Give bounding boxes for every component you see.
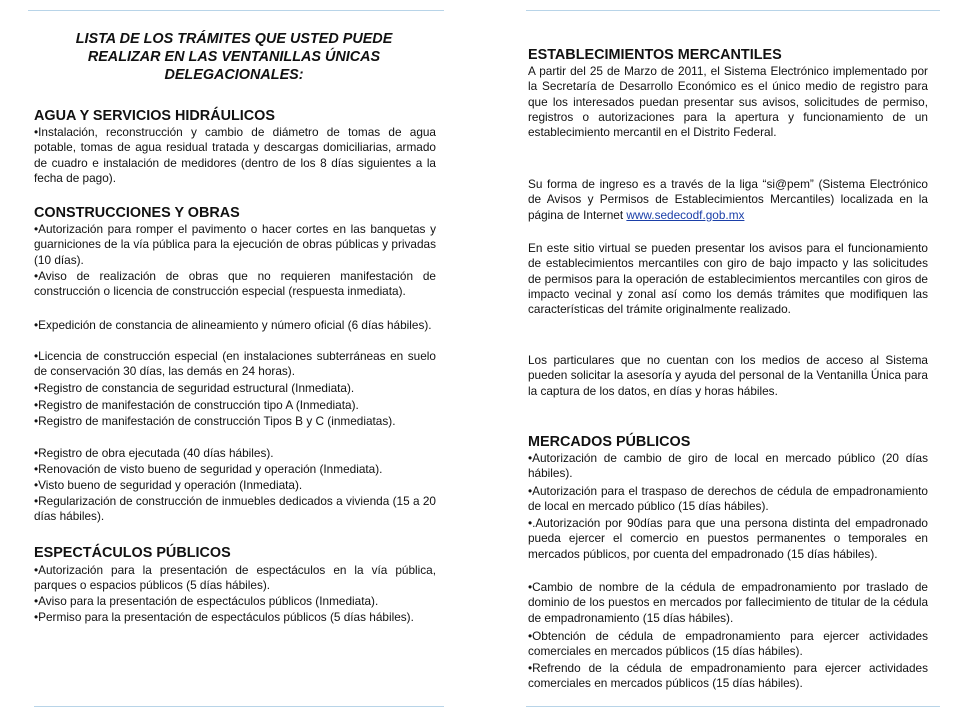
list-item-construcciones-4: •Registro de constancia de seguridad estructural (Inmediata). (34, 381, 355, 395)
list-item-construcciones-2: •Expedición de constancia de alineamiento y número oficial (6 días hábiles). (34, 318, 432, 332)
list-item-construcciones-8: •Renovación de visto bueno de seguridad y operación (Inmediata). (34, 462, 383, 476)
paragraph-establecimientos-2-text: Su forma de ingreso es a través de la liga “si@pem” (Sistema Electrónico de Avisos y Permisos de Establecimientos Mercantiles) localizada en la página de Internet (528, 177, 928, 222)
list-item-construcciones-6: •Registro de manifestación de construcción Tipos B y C (inmediatas). (34, 414, 396, 428)
top-left-divider (28, 10, 444, 11)
paragraph-establecimientos-1: A partir del 25 de Marzo de 2011, el Sistema Electrónico implementado por la Secretaría de Desarrollo Económico es el único medio de registro para que los interesados puedan presentar sus avisos, solicitudes de permiso, registros o autorizaciones para la apertura y funcionamiento de un establecimiento mercantil en el Distrito Federal. (528, 64, 928, 140)
list-item-construcciones-10: •Regularización de construcción de inmuebles dedicados a vivienda (15 a 20 días hábiles). (34, 494, 436, 524)
bottom-left-divider (34, 706, 444, 707)
section-heading-establecimientos: ESTABLECIMIENTOS MERCANTILES (528, 47, 782, 63)
list-item-mercados-4: •Obtención de cédula de empadronamiento para ejercer actividades comerciales en mercados públicos (15 días hábiles). (528, 629, 928, 659)
paragraph-establecimientos-2 (528, 177, 928, 223)
list-item-mercados-0: •Autorización de cambio de giro de local en mercado público (20 días hábiles). (528, 451, 928, 481)
list-item-construcciones-7: •Registro de obra ejecutada (40 días hábiles). (34, 446, 274, 460)
list-item-construcciones-1: •Aviso de realización de obras que no requieren manifestación de construcción o licencia de construcción especial (respuesta inmediata). (34, 269, 436, 299)
paragraph-establecimientos-3: En este sitio virtual se pueden presentar los avisos para el funcionamiento de establecimientos mercantiles con giro de bajo impacto y las solicitudes de permisos para la operación de establecimientos mercantiles con giros de impacto vecinal y zonal así como los demás trámites que modifiquen las características del trámite originalmente realizado. (528, 241, 928, 317)
top-right-divider (526, 10, 940, 11)
list-item-mercados-1: •Autorización para el traspaso de derechos de cédula de empadronamiento de local en mercado público (15 días hábiles). (528, 484, 928, 514)
list-item-construcciones-9: •Visto bueno de seguridad y operación (Inmediata). (34, 478, 303, 492)
bottom-right-divider (526, 706, 940, 707)
section-heading-mercados: MERCADOS PÚBLICOS (528, 434, 691, 450)
list-item-mercados-2: •.Autorización por 90días para que una persona distinta del empadronado pueda ejercer el comercio en puestos permanentes o temporales en mercados públicos, por cuenta del empadronado (15 días hábiles). (528, 516, 928, 561)
section-heading-espectaculos: ESPECTÁCULOS PÚBLICOS (34, 545, 231, 561)
list-item-mercados-3: •Cambio de nombre de la cédula de empadronamiento por traslado de dominio de los puestos en mercados por fallecimiento de titular de la cédula de empadronamiento (15 días hábiles). (528, 580, 928, 625)
list-item-construcciones-3: •Licencia de construcción especial (en instalaciones subterráneas en suelo de conservación 30 días, las demás en 24 horas). (34, 349, 436, 379)
sedecodf-link[interactable]: www.sedecodf.gob.mx (626, 207, 745, 222)
list-item-espectaculos-2: •Permiso para la presentación de espectáculos públicos (5 días hábiles). (34, 610, 414, 624)
list-item-agua-0: •Instalación, reconstrucción y cambio de diámetro de tomas de agua potable, tomas de agua residual tratada y descargas domiciliarias, armado de cuadro e instalación de medidores (dentro de los 8 días siguientes a la fecha de pago). (34, 125, 436, 185)
paragraph-establecimientos-4: Los particulares que no cuentan con los medios de acceso al Sistema pueden solicitar la asesoría y ayuda del personal de la Ventanilla Única para la captura de los datos, en días y horas hábiles. (528, 353, 928, 398)
section-heading-agua: AGUA Y SERVICIOS HIDRÁULICOS (34, 108, 275, 124)
section-heading-construcciones: CONSTRUCCIONES Y OBRAS (34, 205, 240, 221)
list-item-espectaculos-0: •Autorización para la presentación de espectáculos en la vía pública, parques o espacios públicos (5 días hábiles). (34, 563, 436, 593)
list-item-construcciones-0: •Autorización para romper el pavimento o hacer cortes en las banquetas y guarniciones de la vía pública para la ejecución de obras públicas y privadas (10 días). (34, 222, 436, 267)
page-title: LISTA DE LOS TRÁMITES QUE USTED PUEDE REALIZAR EN LAS VENTANILLAS ÚNICAS DELEGACIONALES: (75, 31, 393, 84)
list-item-espectaculos-1: •Aviso para la presentación de espectáculos públicos (Inmediata). (34, 594, 379, 608)
list-item-mercados-5: •Refrendo de la cédula de empadronamiento para ejercer actividades comerciales en mercados públicos (15 días hábiles). (528, 661, 928, 691)
list-item-construcciones-5: •Registro de manifestación de construcción tipo A (Inmediata). (34, 398, 359, 412)
